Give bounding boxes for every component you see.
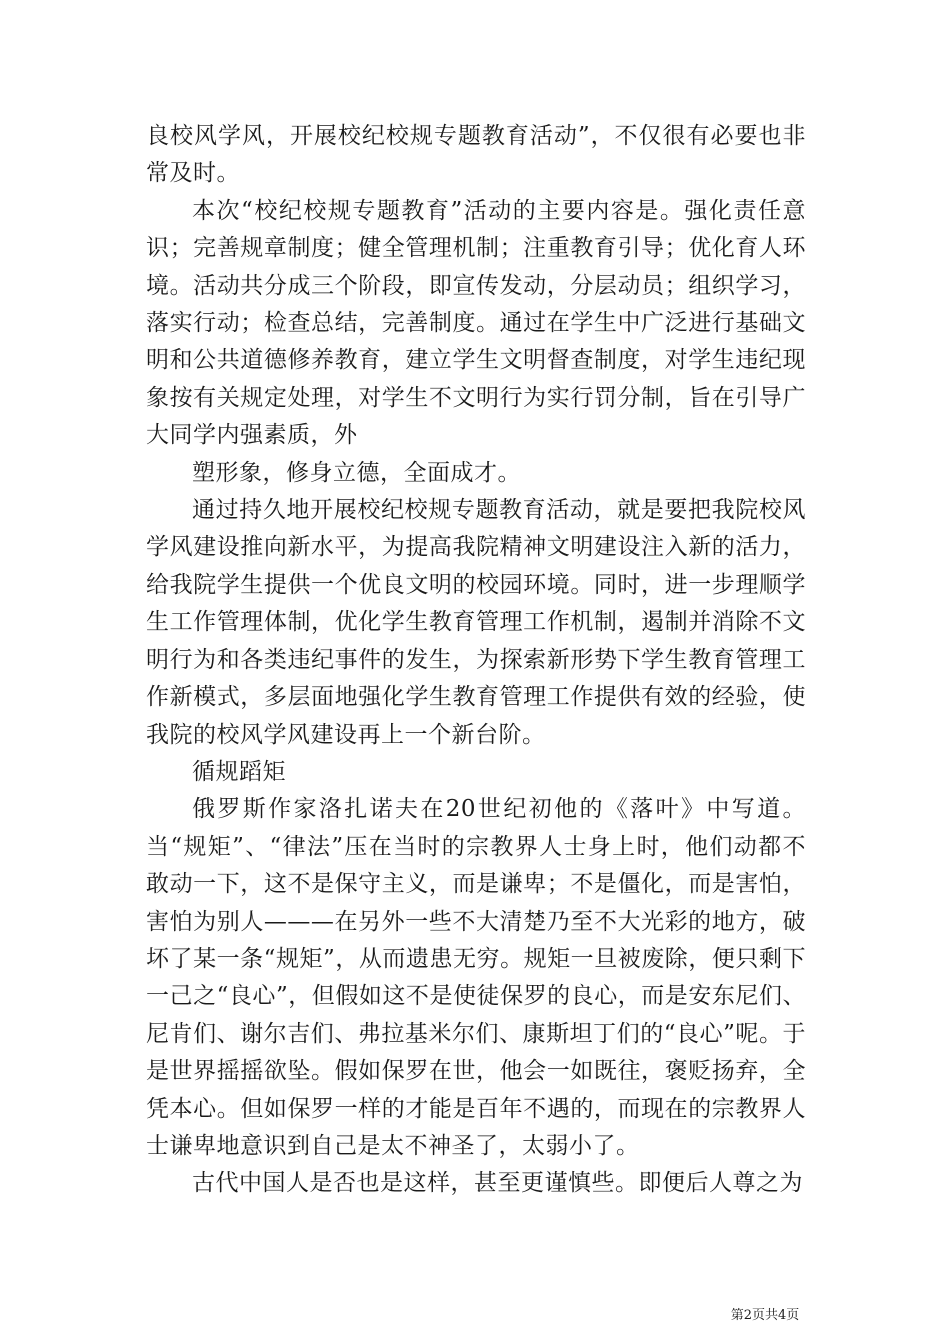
paragraph-short-line: 塑形象，修身立德，全面成才。 — [192, 459, 521, 486]
paragraph-rozanov: 俄罗斯作家洛扎诺夫在20世纪初他的《落叶》中写道。当“规矩”、“律法”压在当时的宗教界人士身上时，他们动都不敢动一下，这不是保守主义，而是谦卑；不是僵化，而是害怕，害怕为别人———在另外一些不大清楚乃至不大光彩的地方，破坏了某一条“规矩”，从而遗患无穷。规矩一旦被废除，便只剩下一己之“良心”，但假如这不是使徒保罗的良心，而是安东尼们、尼肯们、谢尔吉们、弗拉基米尔们、康斯坦丁们的“良心”呢。于是世界摇摇欲坠。假如保罗在世，他会一如既往，褒贬扬弃，全凭本心。但如保罗一样的才能是百年不遇的，而现在的宗教界人士谦卑地意识到自己是太不神圣了，太弱小了。 — [146, 796, 806, 1159]
page-footer — [0, 1304, 950, 1323]
document-body — [146, 118, 806, 1203]
paragraph-ancient-china: 古代中国人是否也是这样，甚至更谨慎些。即便后人尊之为 — [192, 1170, 803, 1197]
paragraph-activity-content: 本次“校纪校规专题教育”活动的主要内容是。强化责任意识；完善规章制度；健全管理机制；注重教育引导；优化育人环境。活动共分成三个阶段，即宣传发动，分层动员；组织学习，落实行动；检查总结，完善制度。通过在学生中广泛进行基础文明和公共道德修养教育，建立学生文明督查制度，对学生违纪现象按有关规定处理，对学生不文明行为实行罚分制，旨在引导广大同学内强素质，外 — [146, 197, 806, 449]
page-number-label: 第2页共4页 — [730, 1308, 800, 1323]
paragraph-continuation: 良校风学风，开展校纪校规专题教育活动”，不仅很有必要也非常及时。 — [146, 123, 806, 187]
paragraph-objectives: 通过持久地开展校纪校规专题教育活动，就是要把我院校风学风建设推向新水平，为提高我院精神文明建设注入新的活力，给我院学生提供一个优良文明的校园环境。同时，进一步理顺学生工作管理体制，优化学生教育管理工作机制，遏制并消除不文明行为和各类违纪事件的发生，为探索新形势下学生教育管理工作新模式，多层面地强化学生教育管理工作提供有效的经验，使我院的校风学风建设再上一个新台阶。 — [146, 497, 806, 748]
section-heading: 循规蹈矩 — [192, 758, 286, 785]
